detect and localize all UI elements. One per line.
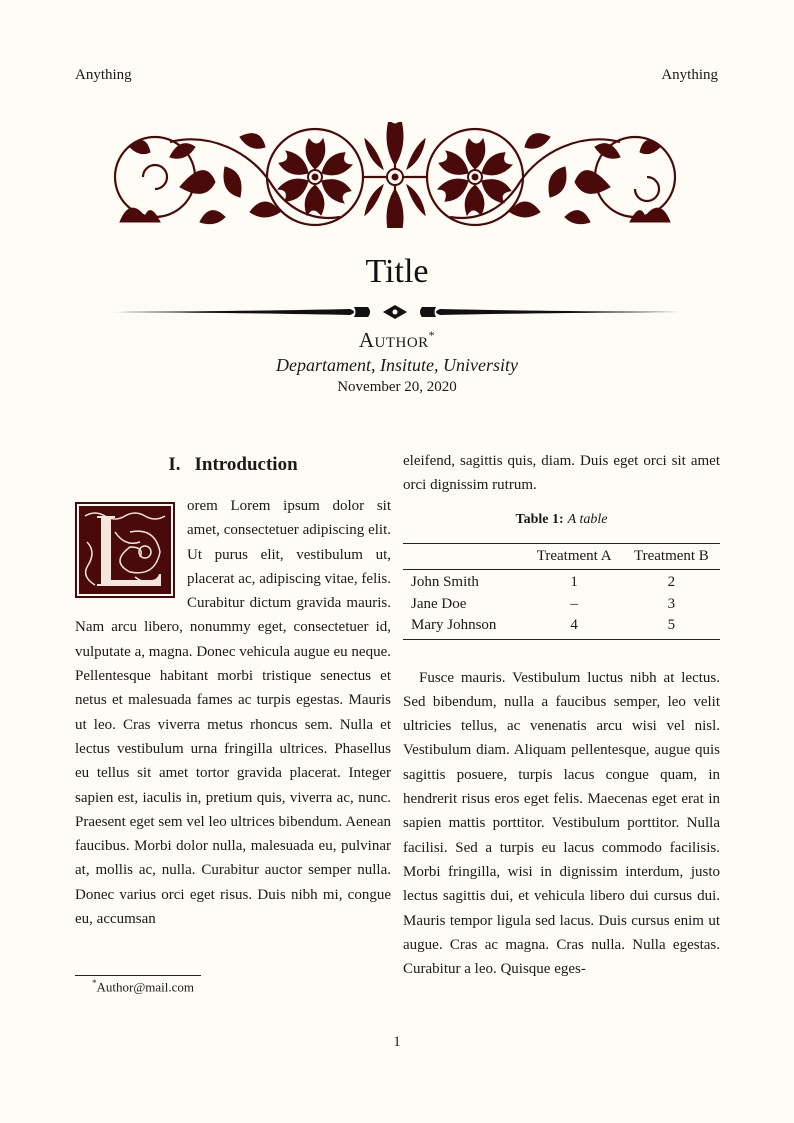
header-cell: Treatment A xyxy=(536,547,612,564)
document-date: November 20, 2020 xyxy=(337,379,457,395)
table-header-row xyxy=(403,543,720,570)
running-header-right: Anything xyxy=(661,67,718,83)
illuminated-letter-l-icon xyxy=(75,502,175,598)
document-title: Title xyxy=(365,253,429,290)
table-caption-text: A table xyxy=(567,511,608,527)
footnote: *Author@mail.com xyxy=(92,978,195,995)
author-email[interactable]: Author@mail.com xyxy=(96,979,195,995)
value-cell: 1 xyxy=(570,574,578,591)
author-name: Author* xyxy=(358,328,436,352)
footnote-mark[interactable]: * xyxy=(428,328,436,342)
right-column xyxy=(403,449,720,981)
value-cell: 2 xyxy=(667,574,676,591)
header-cell xyxy=(403,543,526,570)
running-header-left: Anything xyxy=(75,67,132,83)
body-paragraph: Fusce mauris. Vestibulum luctus nibh at lectus. Sed bibendum, nulla a faucibus semper, leo velit ultricies tellus, ac venenatis arcu wisi vel nisl. Vestibulum diam. Aliquam pellentesque, augue quis sagittis posuere, turpis lacus congue quam, in hendrerit risus eros eget felis. Maecenas eget erat in sapien mattis porttitor. Vestibulum porttitor. Nulla facilisi. Sed a turpis eu lacus commodo facilisis. Morbi fringilla, wisi in dignissim interdum, justo lectus sagittis dui, et vehicula libero dui cursus dui. Mauris tempor ligula sed lacus. Duis cursus enim ut augue. Cras ac magna. Cras nulla. Nulla egestas. Curabitur a leo. Quisque eges- xyxy=(403,669,720,978)
value-cell: 3 xyxy=(667,595,676,612)
table-row xyxy=(403,594,720,616)
row-name-cell: Jane Doe xyxy=(411,595,467,612)
table-row xyxy=(403,570,720,594)
data-table xyxy=(403,543,720,640)
section-title: Introduction xyxy=(194,454,298,475)
decorative-rule-icon xyxy=(110,302,680,322)
left-column xyxy=(75,450,391,931)
section-number: I. xyxy=(168,454,181,475)
row-name-cell: John Smith xyxy=(411,574,479,591)
continuation-paragraph: eleifend, sagittis quis, diam. Duis eget orci sit amet orci dignissim rutrum. xyxy=(403,453,720,494)
table-caption-label: Table 1: xyxy=(515,511,564,527)
intro-paragraph: orem Lorem ipsum dolor sit amet, consectetuer adipiscing elit. Ut purus elit, vestibulum ut, placerat ac, adipiscing vitae, felis. Curabitur dictum gravida mauris. Nam arcu libero, nonummy eget, consectetuer id, vulputate a, magna. Donec vehicula augue eu neque. Pellentesque habitant morbi tristique senectus et netus et malesuada fames ac turpis egestas. Mauris ut leo. Cras viverra metus rhoncus sem. Nulla et lectus vestibulum urna fringilla ultrices. Phasellus eu tellus sit amet tortor gravida placerat. Integer sapien est, iaculis in, pretium quis, viverra ac, nunc. Praesent eget sem vel leo ultrices bibendum. Aenean faucibus. Morbi dolor nulla, malesuada eu, pulvinar at, mollis ac, nulla. Curabitur auctor semper nulla. Donec varius orci eget risus. Duis nibh mi, congue eu, accumsan xyxy=(75,498,391,928)
floral-vine-ornament-icon xyxy=(110,122,680,228)
section-heading xyxy=(75,452,391,478)
value-cell: 4 xyxy=(570,617,578,634)
value-cell: 5 xyxy=(667,617,676,634)
value-cell: – xyxy=(570,595,578,612)
footnote-rule xyxy=(75,975,201,976)
table-row xyxy=(403,615,720,639)
row-name-cell: Mary Johnson xyxy=(411,617,497,634)
affiliation: Departament, Insitute, University xyxy=(276,355,518,375)
page-number: 1 xyxy=(393,1034,401,1050)
table-caption xyxy=(403,511,720,529)
header-cell: Treatment B xyxy=(633,547,709,564)
